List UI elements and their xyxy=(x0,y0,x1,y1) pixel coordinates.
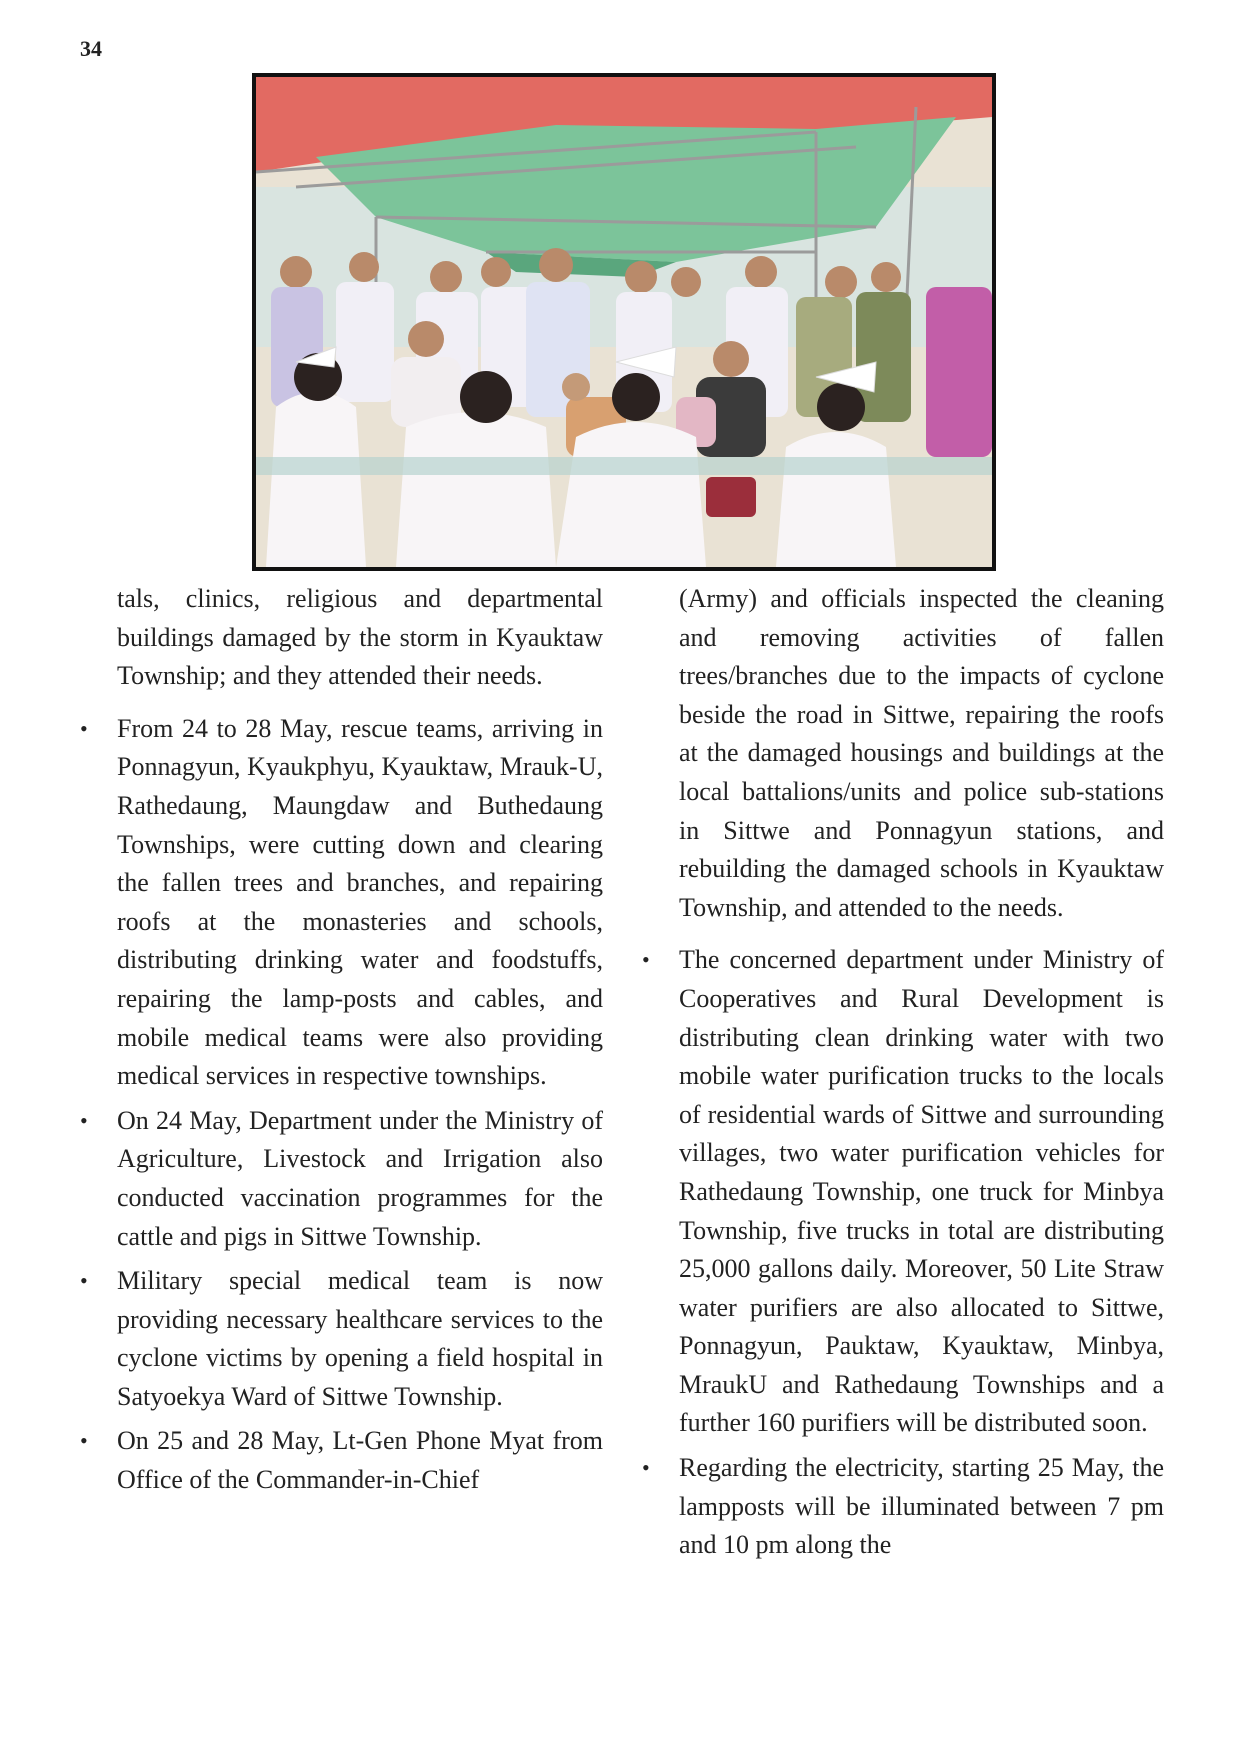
list-item xyxy=(640,941,1164,1443)
left-continuation-paragraph: tals, clinics, religious and departmental buildings damaged by the storm in Kyauktaw Township; and they attended their needs. xyxy=(117,584,603,691)
list-item xyxy=(78,1422,603,1499)
bullet-text: On 25 and 28 May, Lt-Gen Phone Myat from Office of the Commander-in-Chief xyxy=(117,1426,603,1495)
bullet-dot-icon: • xyxy=(642,947,650,973)
bullet-dot-icon: • xyxy=(80,1268,88,1294)
page-number: 34 xyxy=(80,36,102,61)
list-item xyxy=(78,710,603,1096)
bullet-dot-icon: • xyxy=(80,1428,88,1454)
bullet-text: On 24 May, Department under the Ministry of Agriculture, Livestock and Irrigation also conducted vaccination programmes for the cattle and pigs in Sittwe Township. xyxy=(117,1105,603,1251)
bullet-dot-icon: • xyxy=(642,1455,650,1481)
bullet-dot-icon: • xyxy=(80,1107,88,1133)
bullet-text: Military special medical team is now providing necessary healthcare services to the cyclone victims by opening a field hospital in Satyoekya Ward of Sittwe Township. xyxy=(117,1266,603,1411)
right-column xyxy=(640,580,1164,1571)
bullet-text: Regarding the electricity, starting 25 May, the lampposts will be illuminated between 7 pm and 10 pm along the xyxy=(679,1453,1164,1560)
list-item xyxy=(640,1449,1164,1565)
bullet-text: The concerned department under Ministry of Cooperatives and Rural Development is distributing clean drinking water with two mobile water purification trucks to the locals of residential wards of Sittwe and surrounding villages, two water purification vehicles for Rathedaung Township, one truck for Minbya Township, five trucks in total are distributing 25,000 gallons daily. Moreover, 50 Lite Straw water purifiers are also allocated to Sittwe, Ponnagyun, Pauktaw, Kyauktaw, Minbya, MraukU and Rathedaung Townships and a further 160 purifiers will be distributed soon. xyxy=(679,945,1164,1438)
left-column xyxy=(78,580,603,1506)
photo-illustration xyxy=(256,77,992,567)
news-photo xyxy=(252,73,996,571)
right-continuation-paragraph: (Army) and officials inspected the cleaning and removing activities of fallen trees/branches due to the impacts of cyclone beside the road in Sittwe, repairing the roofs at the damaged housings and buildings at the local battalions/units and police sub-stations in Sittwe and Ponnagyun stations, and rebuilding the damaged schools in Kyauktaw Township, and attended to the needs. xyxy=(679,584,1164,922)
list-item xyxy=(78,1262,603,1416)
bullet-dot-icon: • xyxy=(80,715,88,741)
bullet-text: From 24 to 28 May, rescue teams, arriving in Ponnagyun, Kyaukphyu, Kyauktaw, Mrauk-U, Rathedaung, Maungdaw and Buthedaung Townships, were cutting down and clearing the fallen trees and branches, and repairing roofs at the monasteries and schools, distributing drinking water and foodstuffs, repairing the lamp-posts and cables, and mobile medical teams were also providing medical services in respective townships. xyxy=(117,713,603,1091)
list-item xyxy=(78,1102,603,1256)
